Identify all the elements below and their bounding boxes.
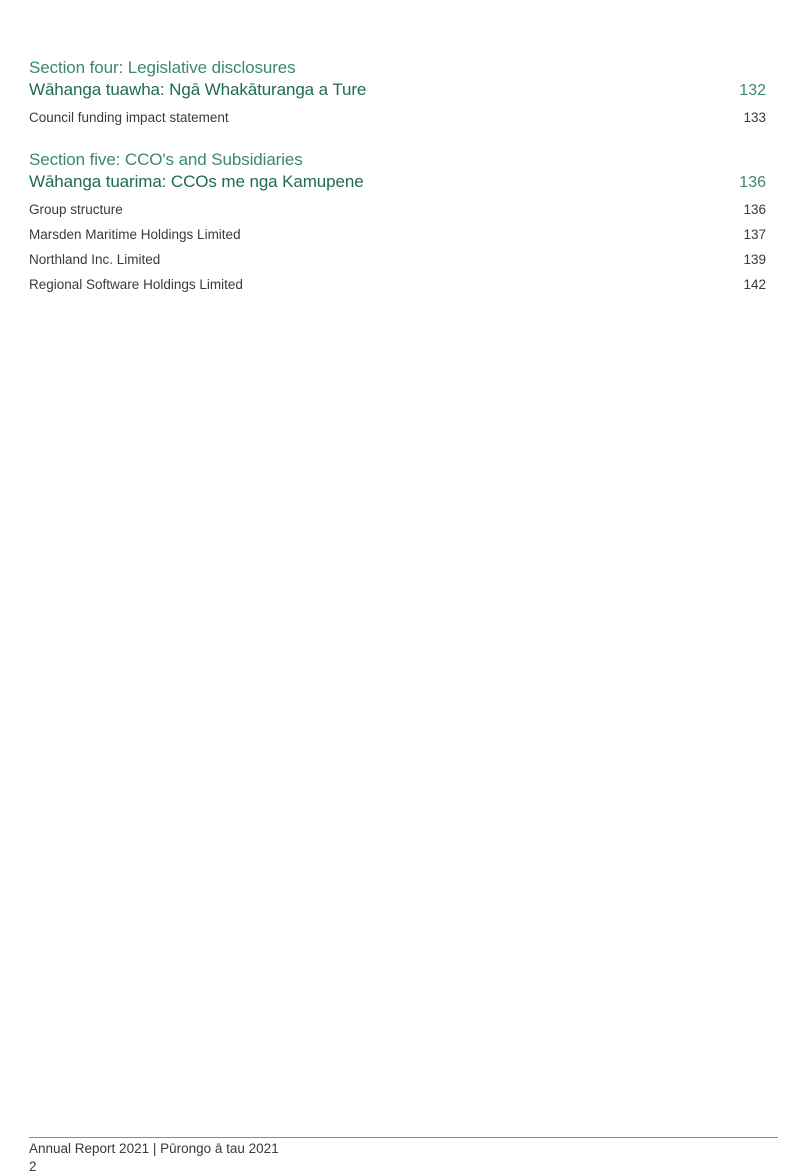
footer-title: Annual Report 2021 | Pūrongo ā tau 2021 (29, 1141, 279, 1156)
toc-entry-page: 137 (743, 227, 766, 242)
section-page-number: 132 (739, 82, 766, 99)
toc-entry[interactable] (29, 272, 766, 297)
toc-section-five (29, 149, 766, 297)
toc-entry-page: 136 (743, 202, 766, 217)
toc-entry[interactable] (29, 247, 766, 272)
toc-entry-label: Council funding impact statement (29, 110, 229, 125)
toc-entry[interactable] (29, 222, 766, 247)
table-of-contents (29, 57, 766, 316)
footer-divider (29, 1137, 778, 1138)
toc-entry-label: Northland Inc. Limited (29, 252, 161, 267)
section-page-number: 136 (739, 174, 766, 191)
toc-entry-page: 139 (743, 252, 766, 267)
toc-section-four (29, 57, 766, 130)
section-subtitle: Wāhanga tuarima: CCOs me nga Kamupene (29, 172, 364, 191)
toc-entry[interactable] (29, 105, 766, 130)
toc-entry-page: 133 (743, 110, 766, 125)
toc-entry-label: Regional Software Holdings Limited (29, 277, 243, 292)
toc-entry[interactable] (29, 197, 766, 222)
toc-entry-label: Marsden Maritime Holdings Limited (29, 227, 241, 242)
section-subtitle: Wāhanga tuawha: Ngā Whakāturanga a Ture (29, 80, 367, 99)
toc-entry-page: 142 (743, 277, 766, 292)
section-title: Section five: CCO's and Subsidiaries (29, 150, 303, 169)
footer-page-number: 2 (29, 1159, 37, 1174)
section-heading-row[interactable] (29, 171, 766, 194)
section-heading-row[interactable] (29, 79, 766, 102)
toc-entry-label: Group structure (29, 202, 123, 217)
section-title: Section four: Legislative disclosures (29, 58, 296, 77)
